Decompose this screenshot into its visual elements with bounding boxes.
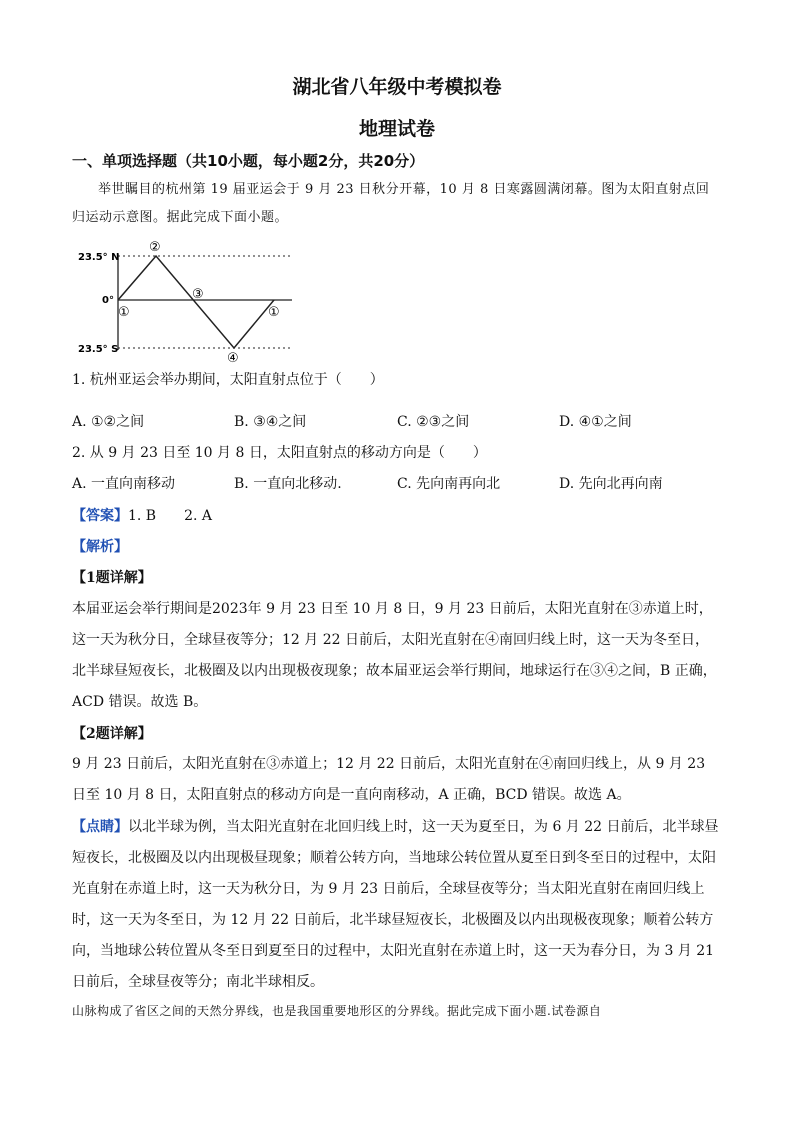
label-23n: 23.5° N: [78, 252, 120, 263]
solar-point-diagram: [72, 236, 302, 366]
question-2-options: [72, 473, 722, 493]
motion-path: [118, 256, 274, 348]
answer-line: [72, 505, 722, 525]
q1-option-a[interactable]: A. ①②之间: [72, 414, 145, 430]
detail-1-text: 本届亚运会举行期间是2023年 9 月 23 日至 10 月 8 日，9 月 23 日前后，太阳光直射在③赤道上时，这一天为秋分日，全球昼夜等分；12 月 22 日前后，太阳光直射在④南回归线上时，这一天为冬至日，北半球昼短夜长，北极圈及以内出现极夜现象；故本届亚运会举行期间，地球运行在③④之间，B 正确，ACD 错误。故选 B。: [72, 601, 717, 710]
label-23s: 23.5° S: [78, 344, 119, 355]
intro-paragraph: 举世瞩目的杭州第 19 届亚运会于 9 月 23 日秋分开幕，10 月 8 日寒露圆满闭幕。图为太阳直射点回归运动示意图。据此完成下面小题。: [72, 182, 710, 225]
detail-2-text: 9 月 23 日前后，太阳光直射在③赤道上；12 月 22 日前后，太阳光直射在④南回归线上，从 9 月 23 日至 10 月 8 日，太阳直射点的移动方向是一直向南移动，A 正确，BCD 错误。故选 A。: [72, 756, 706, 803]
answer-text: 1. B 2. A: [128, 508, 213, 524]
q1-option-d[interactable]: D. ④①之间: [559, 414, 632, 430]
point-1-label: ①: [118, 305, 130, 320]
diagram-svg: [72, 236, 302, 366]
page-subtitle: 地理试卷: [358, 118, 435, 140]
detail-2-tag: 【2题详解】: [72, 726, 152, 742]
analysis-tag: 【解析】: [72, 539, 128, 555]
label-equator: 0°: [102, 295, 114, 306]
question-1-stem: 1. 杭州亚运会举办期间，太阳直射点位于（ ）: [72, 372, 384, 388]
detail-1-tag: 【1题详解】: [72, 570, 152, 586]
question-2-stem: 2. 从 9 月 23 日至 10 月 8 日，太阳直射点的移动方向是（ ）: [72, 445, 487, 461]
point-2-label: ②: [149, 240, 161, 255]
point-4-label: ④: [227, 351, 239, 366]
next-intro: 山脉构成了省区之间的天然分界线，也是我国重要地形区的分界线。据此完成下面小题.试卷源自: [72, 1004, 602, 1018]
page-title: 湖北省八年级中考模拟卷: [292, 76, 502, 98]
point-1b-label: ①: [268, 305, 280, 320]
tip-text: 以北半球为例，当太阳光直射在北回归线上时，这一天为夏至日，为 6 月 22 日前后，北半球昼短夜长，北极圈及以内出现极昼现象；顺着公转方向，当地球公转位置从夏至日到冬至日的过程中，太阳光直射在赤道上时，这一天为秋分日，为 9 月 23 日前后，全球昼夜等分；当太阳光直射在南回归线上时，这一天为冬至日，为 12 月 22 日前后，北半球昼短夜长，北极圈及以内出现极夜现象；顺着公转方向，当地球公转位置从冬至日到夏至日的过程中，太阳光直射在赤道上时，这一天为春分日，为 3 月 21 日前后，全球昼夜等分；南北半球相反。: [72, 819, 719, 990]
tip-paragraph: [72, 812, 722, 998]
q1-option-b[interactable]: B. ③④之间: [234, 414, 307, 430]
q2-option-a[interactable]: A. 一直向南移动: [72, 476, 176, 492]
q2-option-b[interactable]: B. 一直向北移动.: [234, 476, 342, 492]
question-1-options: [72, 411, 722, 431]
section-heading: 一、单项选择题（共10小题，每小题2分，共20分）: [72, 152, 425, 170]
q1-option-c[interactable]: C. ②③之间: [397, 414, 470, 430]
q2-option-c[interactable]: C. 先向南再向北: [397, 476, 501, 492]
q2-option-d[interactable]: D. 先向北再向南: [559, 476, 663, 492]
answer-tag: 【答案】: [72, 508, 128, 524]
point-3-label: ③: [192, 287, 204, 302]
tip-tag: 【点睛】: [72, 819, 128, 835]
